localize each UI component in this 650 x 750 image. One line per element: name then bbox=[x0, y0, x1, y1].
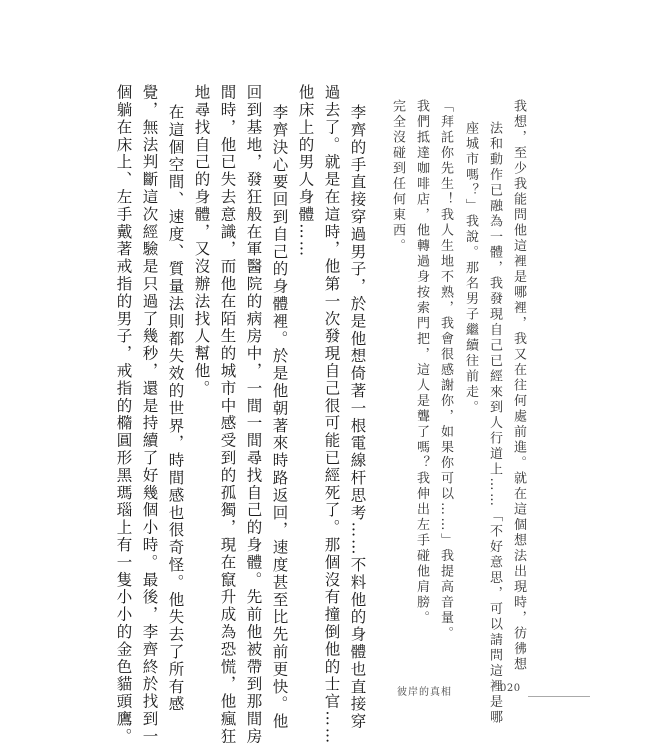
footer-book-title: 彼岸的真相 bbox=[397, 687, 452, 698]
upper-text-column-3: 座城市嗎？」我說。那名男子繼續往前走。 bbox=[463, 121, 478, 416]
body-text-column-7: 地尋找自己的身體，又沒辦法找人幫他。 bbox=[192, 84, 211, 398]
body-text-column-10: 個躺在床上、左手戴著戒指的男子，戒指的橢圓形黑瑪瑙上有一隻小小的金色貓頭鷹。 bbox=[114, 84, 133, 746]
page-footer bbox=[397, 683, 521, 698]
footer-rule bbox=[528, 696, 590, 697]
upper-text-column-5: 我們抵達咖啡店，他轉過身按索門把，這人是聾了嗎？我伸出左手碰他肩膀。 bbox=[414, 99, 429, 626]
upper-text-column-2: 法和動作已融為一體，我發現自己已經來到人行道上……「不好意思，可以請問這裡是哪 bbox=[487, 121, 502, 726]
body-text-column-4: 李齊決心要回到自己的身體裡。於是他朝著來時路返回，速度甚至比先前更快。他 bbox=[270, 104, 289, 731]
body-text-column-9: 覺，無法判斷這次經驗是只過了幾秒，還是持續了好幾個小時。最後，李齊終於找到一 bbox=[140, 84, 159, 746]
body-text-column-5: 回到基地，發狂般在軍醫院的病房中，一間一間尋找自己的身體。先前他被帶到那間房 bbox=[244, 84, 263, 746]
body-text-column-3: 他床上的男人身體…… bbox=[296, 84, 315, 258]
upper-text-column-4: 「拜託你先生！我人生地不熟，我會很感謝你，如果你可以……」我提高音量。 bbox=[438, 99, 453, 642]
body-text-column-6: 間時，他已失去意識，而他在陌生的城市中感受到的孤獨，現在竄升成為恐慌，他瘋狂 bbox=[218, 84, 237, 746]
upper-text-column-6: 完全沒碰到任何東西。 bbox=[390, 99, 405, 254]
upper-text-column-1: 我想，至少我能問他這裡是哪裡，我又在往何處前進。就在這個想法出現時，彷彿想 bbox=[511, 99, 526, 673]
body-text-column-8: 在這個空間、速度、質量法則都失效的世界，時間感也很奇怪。他失去了所有感 bbox=[166, 104, 185, 713]
body-text-column-1: 李齊的手直接穿過男子，於是他想倚著一根電線杆思考……不料他的身體也直接穿 bbox=[348, 104, 367, 731]
page-number: 020 bbox=[500, 683, 521, 694]
body-text-column-2: 過去了。就是在這時，他第一次發現自己很可能已經死了。那個沒有撞倒他的士官…… bbox=[322, 84, 341, 746]
